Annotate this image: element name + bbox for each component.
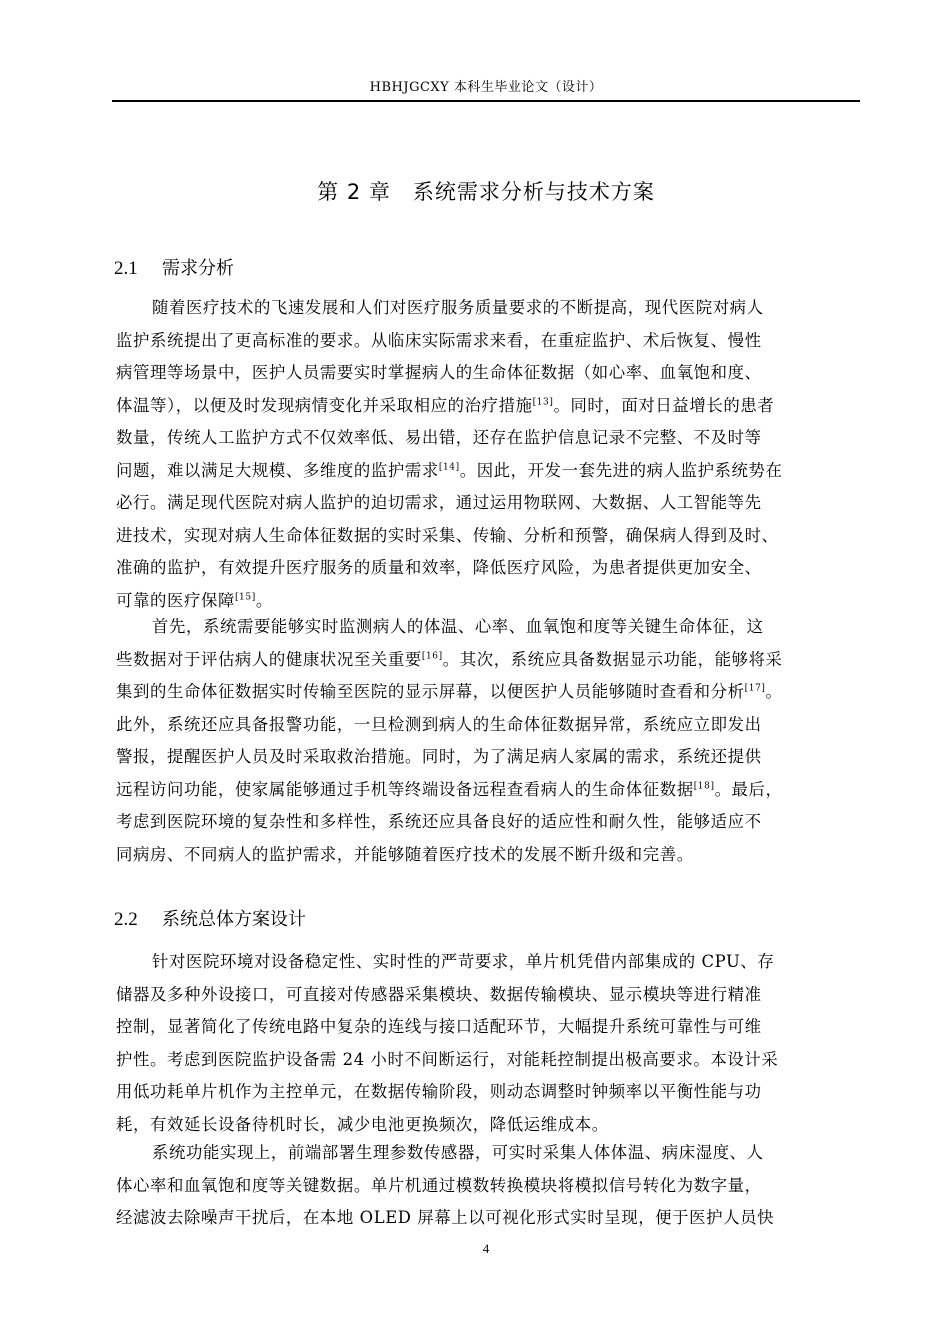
text-line [116, 946, 862, 979]
text-line [116, 644, 862, 677]
paragraph-requirements-functions [116, 611, 862, 871]
line-text-continued: 。其次，系统应具备数据显示功能，能够将采 [442, 649, 783, 669]
text-line [116, 806, 862, 839]
citation-ref: [17] [744, 683, 766, 694]
text-line [116, 455, 862, 488]
text-line [116, 1076, 862, 1109]
line-text: 必行。满足现代医院对病人监护的迫切需求，通过运用物联网、大数据、人工智能等先 [116, 493, 762, 512]
section-number: 2.1 [114, 258, 138, 279]
paragraph-design-functions [116, 1137, 862, 1235]
line-text: 随着医疗技术的飞速发展和人们对医疗服务质量要求的不断提高，现代医院对病人 [152, 298, 764, 317]
line-text: 同病房、不同病人的监护需求，并能够随着医疗技术的发展不断升级和完善。 [116, 844, 694, 864]
line-text: 护性。考虑到医院监护设备需 24 小时不间断运行，对能耗控制提出极高要求。本设计采 [116, 1049, 779, 1069]
line-text: 系统功能实现上，前端部署生理参数传感器，可实时采集人体体温、病床湿度、人 [152, 1143, 764, 1162]
line-text: 用低功耗单片机作为主控单元，在数据传输阶段，则动态调整时钟频率以平衡性能与功 [116, 1082, 762, 1101]
line-text: 首先，系统需要能够实时监测病人的体温、心率、血氧饱和度等关键生命体征，这 [152, 617, 764, 636]
header-rule [112, 100, 860, 102]
citation-ref: [18] [693, 781, 715, 792]
chapter-title: 第 2 章 系统需求分析与技术方案 [317, 180, 655, 204]
text-line [116, 292, 862, 325]
line-text: 准确的监护，有效提升医疗服务的质量和效率，降低医疗风险，为患者提供更加安全、 [116, 558, 762, 577]
citation-ref: [15] [234, 592, 256, 603]
section-heading-2-1 [114, 254, 234, 280]
paragraph-design-mcu [116, 946, 862, 1141]
text-line [116, 1044, 862, 1077]
line-text: 远程访问功能，使家属能够通过手机等终端设备远程查看病人的生命体征数据 [116, 779, 694, 799]
line-text: 警报，提醒医护人员及时采取救治措施。同时，为了满足病人家属的需求，系统还提供 [116, 747, 762, 766]
line-text: 数量，传统人工监护方式不仅效率低、易出错，还存在监护信息记录不完整、不及时等 [116, 428, 762, 447]
line-text: 针对医院环境对设备稳定性、实时性的严苛要求，单片机凭借内部集成的 CPU、存 [152, 952, 775, 971]
line-text: 经滤波去除噪声干扰后，在本地 OLED 屏幕上以可视化形式实时呈现，便于医护人员快 [116, 1208, 775, 1227]
text-line [116, 979, 862, 1012]
text-line [116, 1170, 862, 1203]
line-text: 集到的生命体征数据实时传输至医院的显示屏幕，以便医护人员能够随时查看和分析 [116, 682, 745, 701]
line-text: 监护系统提出了更高标准的要求。从临床实际需求来看，在重症监护、术后恢复、慢性 [116, 330, 762, 350]
text-line [116, 1202, 862, 1235]
text-line [116, 741, 862, 774]
text-line [116, 839, 862, 872]
text-line [116, 611, 862, 644]
text-line [116, 520, 862, 553]
line-text-continued: 。 [765, 682, 783, 701]
line-text: 体温等），以便及时发现病情变化并采取相应的治疗措施 [116, 395, 533, 415]
running-header: HBHJGCXY 本科生毕业论文（设计） [369, 80, 603, 95]
line-text: 体心率和血氧饱和度等关键数据。单片机通过模数转换模块将模拟信号转化为数字量， [116, 1175, 762, 1195]
line-text: 可靠的医疗保障 [116, 590, 235, 610]
citation-ref: [14] [438, 462, 460, 473]
text-line [116, 487, 862, 520]
text-line [116, 1011, 862, 1044]
line-text-continued: 。因此，开发一套先进的病人监护系统势在 [459, 460, 783, 480]
section-heading-2-2 [114, 905, 306, 931]
line-text: 耗，有效延长设备待机时长，减少电池更换频次，降低运维成本。 [116, 1114, 609, 1134]
line-text-continued: 。最后， [714, 779, 783, 799]
line-text: 病管理等场景中，医护人员需要实时掌握病人的生命体征数据（如心率、血氧饱和度、 [116, 363, 762, 382]
text-line [116, 390, 862, 423]
citation-ref: [13] [532, 397, 554, 408]
text-line [116, 552, 862, 585]
text-line [116, 709, 862, 742]
citation-ref: [16] [421, 651, 443, 662]
line-text: 进技术，实现对病人生命体征数据的实时采集、传输、分析和预警，确保病人得到及时、 [116, 525, 779, 545]
text-line [116, 325, 862, 358]
text-line [116, 1137, 862, 1170]
line-text: 储器及多种外设接口，可直接对传感器采集模块、数据传输模块、显示模块等进行精准 [116, 984, 762, 1004]
text-line [116, 357, 862, 390]
line-text: 些数据对于评估病人的健康状况至关重要 [116, 649, 422, 669]
text-line [116, 422, 862, 455]
text-line [116, 676, 862, 709]
section-title: 需求分析 [162, 258, 234, 279]
line-text: 此外，系统还应具备报警功能，一旦检测到病人的生命体征数据异常，系统应立即发出 [116, 714, 762, 734]
line-text: 考虑到医院环境的复杂性和多样性，系统还应具备良好的适应性和耐久性，能够适应不 [116, 812, 762, 831]
paragraph-requirements-intro [116, 292, 862, 617]
text-line [116, 774, 862, 807]
line-text-continued: 。 [255, 590, 273, 610]
page-number: 4 [482, 1241, 490, 1256]
section-title: 系统总体方案设计 [162, 909, 306, 930]
section-number: 2.2 [114, 909, 138, 930]
line-text: 控制，显著简化了传统电路中复杂的连线与接口适配环节，大幅提升系统可靠性与可维 [116, 1017, 762, 1036]
line-text: 问题，难以满足大规模、多维度的监护需求 [116, 460, 439, 480]
line-text-continued: 。同时，面对日益增长的患者 [553, 395, 775, 415]
